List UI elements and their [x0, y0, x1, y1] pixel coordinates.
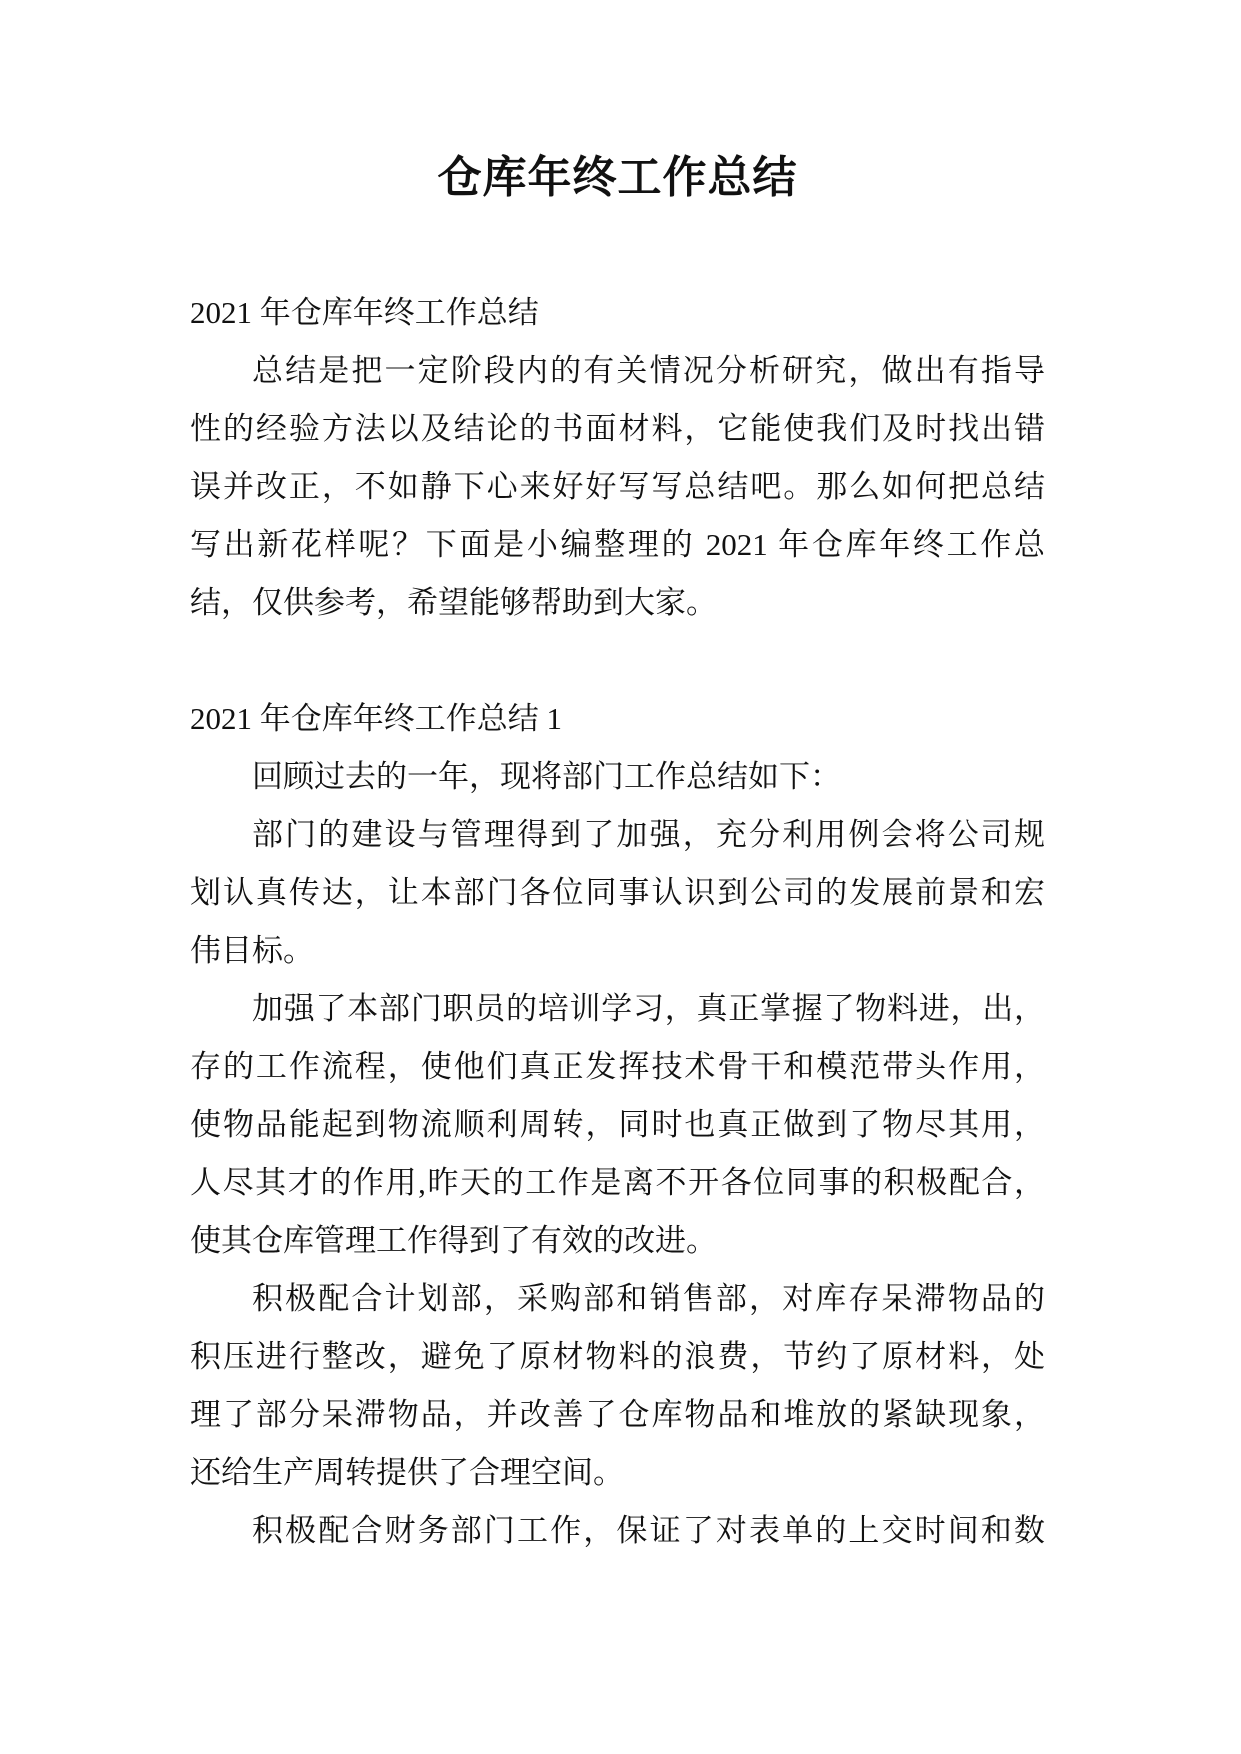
text-line: 存的工作流程，使他们真正发挥技术骨干和模范带头作用，	[190, 1049, 1045, 1084]
document-body	[190, 148, 1045, 1560]
text-line: 使其仓库管理工作得到了有效的改进。	[190, 1223, 717, 1258]
text-line: 总结是把一定阶段内的有关情况分析研究，做出有指导	[252, 353, 1045, 388]
paragraph	[190, 806, 1045, 980]
text-line: 使物品能起到物流顺利周转，同时也真正做到了物尽其用，	[190, 1107, 1045, 1142]
text-line: 积极配合财务部门工作，保证了对表单的上交时间和数	[252, 1513, 1045, 1548]
section-heading: 2021 年仓库年终工作总结 1	[190, 701, 562, 736]
text-line: 结，仅供参考，希望能够帮助到大家。	[190, 585, 717, 620]
intro-heading: 2021 年仓库年终工作总结	[190, 295, 539, 330]
text-line: 划认真传达，让本部门各位同事认识到公司的发展前景和宏	[190, 875, 1045, 910]
document-title: 仓库年终工作总结	[437, 153, 798, 202]
text-line: 回顾过去的一年，现将部门工作总结如下：	[252, 759, 841, 794]
text-line: 人尽其才的作用,昨天的工作是离不开各位同事的积极配合，	[190, 1165, 1045, 1200]
text-line: 伟目标。	[190, 933, 314, 968]
intro-paragraph	[190, 342, 1045, 632]
text-line: 还给生产周转提供了合理空间。	[190, 1455, 624, 1490]
text-line: 理了部分呆滞物品，并改善了仓库物品和堆放的紧缺现象，	[190, 1397, 1045, 1432]
text-line: 加强了本部门职员的培训学习，真正掌握了物料进，出，	[252, 991, 1045, 1026]
text-line: 部门的建设与管理得到了加强，充分利用例会将公司规	[252, 817, 1045, 852]
text-line: 性的经验方法以及结论的书面材料，它能使我们及时找出错	[190, 411, 1045, 446]
text-line: 误并改正，不如静下心来好好写写总结吧。那么如何把总结	[190, 469, 1045, 504]
text-line: 积极配合计划部，采购部和销售部，对库存呆滞物品的	[252, 1281, 1045, 1316]
paragraph	[190, 748, 1045, 806]
text-line: 写出新花样呢？下面是小编整理的 2021 年仓库年终工作总	[190, 527, 1045, 562]
paragraph	[190, 980, 1045, 1270]
text-line: 积压进行整改，避免了原材物料的浪费，节约了原材料，处	[190, 1339, 1045, 1374]
paragraph	[190, 1502, 1045, 1560]
blank-line	[190, 632, 1045, 690]
paragraph	[190, 1270, 1045, 1502]
